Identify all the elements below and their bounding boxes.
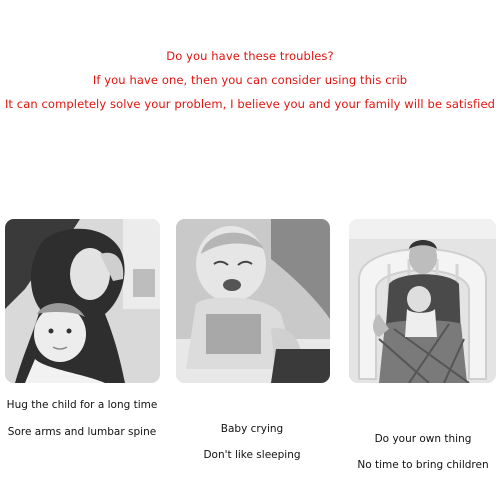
- photo-father-with-baby: [349, 219, 496, 383]
- caption-hug-child: Hug the child for a long time: [6, 399, 158, 411]
- headline-troubles: Do you have these troubles?: [166, 49, 334, 63]
- headline-solve-problem: It can completely solve your problem, I believe you and your family will be satisfied: [4, 97, 496, 111]
- caption-dont-like-sleeping: Don't like sleeping: [203, 449, 301, 461]
- photo-crying-baby: [176, 219, 330, 383]
- caption-no-time: No time to bring children: [357, 459, 489, 471]
- headline-consider-crib: If you have one, then you can consider using this crib: [92, 73, 408, 87]
- caption-baby-crying: Baby crying: [220, 423, 284, 435]
- caption-do-own-thing: Do your own thing: [374, 433, 472, 445]
- caption-sore-arms: Sore arms and lumbar spine: [7, 426, 157, 438]
- photo-mother-holding-baby: [5, 219, 160, 383]
